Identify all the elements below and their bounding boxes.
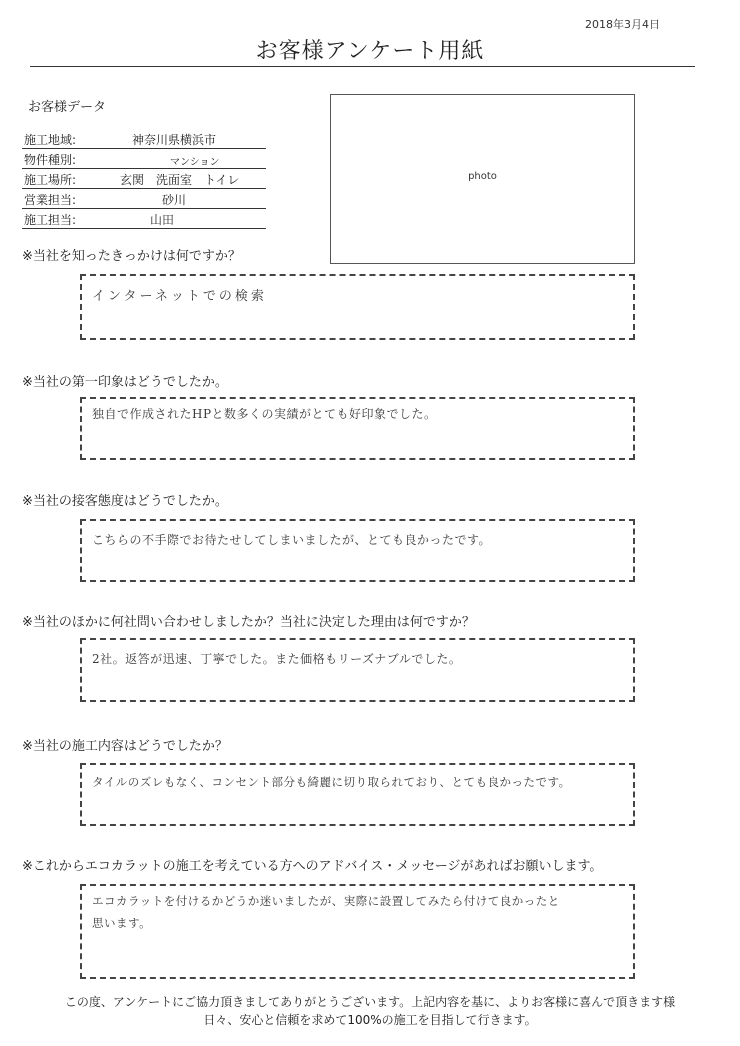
info-label: 営業担当: (24, 193, 77, 207)
answer-2: 独自で作成されたHPと数多くの実績がとても好印象でした。 (92, 407, 437, 421)
answer-box-4 (80, 638, 635, 702)
answer-box-5 (80, 763, 635, 826)
info-value: 山田 (150, 213, 175, 227)
info-value: マンション (170, 157, 220, 168)
page-title: お客様アンケート用紙 (255, 39, 485, 64)
answer-4: 2社。返答が迅速、丁寧でした。また価格もリーズナブルでした。 (92, 652, 462, 666)
answer-1: インターネットでの検索 (92, 289, 267, 304)
info-label: 施工地域: (24, 133, 77, 147)
answer-5: タイルのズレもなく、コンセント部分も綺麗に切り取られており、とても良かったです。 (92, 775, 571, 789)
answer-6: エコカラットを付けるかどうか迷いましたが、実際に設置してみたら付けて良かったと思います。 (92, 894, 560, 930)
photo-frame (330, 94, 635, 264)
question-3: ※当社の接客態度はどうでしたか。 (22, 494, 228, 509)
photo-label: photo (468, 171, 497, 182)
info-label: 施工担当: (24, 213, 77, 227)
title-underline (30, 66, 695, 67)
info-row-area (22, 128, 266, 149)
answer-box-3 (80, 519, 635, 582)
info-row-installer (22, 208, 266, 229)
info-label: 施工場所: (24, 173, 77, 187)
info-row-sales-rep (22, 188, 266, 209)
question-5: ※当社の施工内容はどうでしたか？ (22, 739, 228, 754)
question-1: ※当社を知ったきっかけは何ですか？ (22, 249, 241, 264)
info-row-location (22, 168, 266, 189)
survey-date: 2018年3月4日 (585, 18, 660, 31)
answer-box-2 (80, 397, 635, 460)
question-6: ※これからエコカラットの施工を考えている方へのアドバイス・メッセージがあればお願いします。 (22, 859, 603, 874)
question-4: ※当社のほかに何社問い合わせしましたか？当社に決定した理由は何ですか？ (22, 615, 475, 630)
info-label: 物件種別: (24, 153, 77, 167)
footer-line-2: 日々、安心と信頼を求めて100%の施工を目指して行きます。 (203, 1013, 537, 1027)
info-row-property-type (22, 148, 266, 169)
info-value: 神奈川県横浜市 (132, 133, 217, 147)
customer-data-heading: お客様データ (28, 100, 107, 115)
answer-box-1 (80, 274, 635, 340)
question-2: ※当社の第一印象はどうでしたか。 (22, 375, 228, 390)
answer-box-6 (80, 884, 635, 979)
info-value: 砂川 (162, 193, 187, 207)
answer-3: こちらの不手際でお待たせしてしまいましたが、とても良かったです。 (92, 533, 492, 547)
info-value: 玄関 洗面室 トイレ (120, 173, 240, 187)
footer-line-1: この度、アンケートにご協力頂きましてありがとうございます。上記内容を基に、よりお客様に喜んで頂きます様 (64, 995, 676, 1009)
